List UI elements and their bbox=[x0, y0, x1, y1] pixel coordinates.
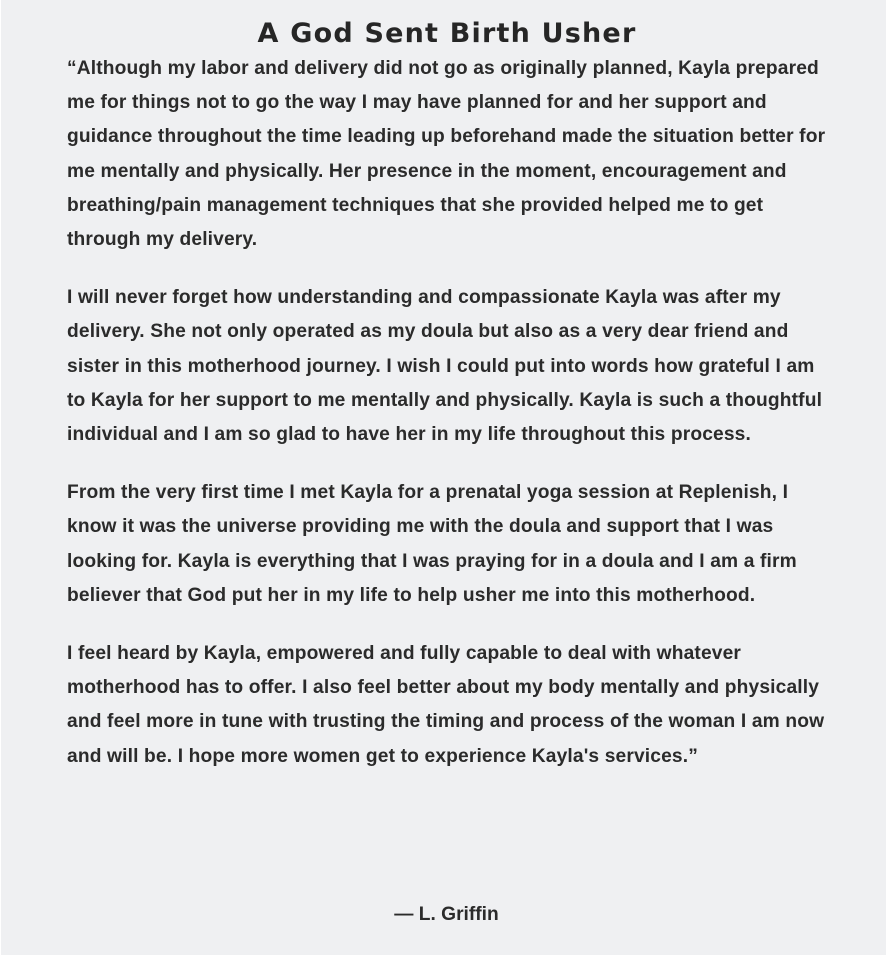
quote-paragraph: I will never forget how understanding and compassionate Kayla was after my delivery. She not only operated as my doula but also as a very dear friend and sister in this motherhood journey. I wish I could put into words how grateful I am to Kayla for her support to me mentally and physically. Kayla is such a thoughtful individual and I am so glad to have her in my life throughout this process. bbox=[67, 287, 823, 446]
quote-paragraph: I feel heard by Kayla, empowered and fully capable to deal with whatever motherhood has to offer. I also feel better about my body mentally and physically and feel more in tune with trusting the timing and process of the woman I am now and will be. I hope more women get to experience Kayla's services.” bbox=[67, 643, 825, 767]
testimonial-card bbox=[1, 0, 886, 955]
quote-paragraph: “Although my labor and delivery did not go as originally planned, Kayla prepared me for things not to go the way I may have planned for and her support and guidance throughout the time leading up beforehand made the situation better for me mentally and physically. Her presence in the moment, encouragement and breathing/pain management techniques that she provided helped me to get through my delivery. bbox=[67, 58, 826, 251]
testimonial-author: — L. Griffin bbox=[394, 904, 499, 925]
quote-paragraph: From the very first time I met Kayla for a prenatal yoga session at Replenish, I know it was the universe providing me with the doula and support that I was looking for. Kayla is everything that I was praying for in a doula and I am a firm believer that God put her in my life to help usher me into this motherhood. bbox=[67, 482, 797, 606]
testimonial-title: A God Sent Birth Usher bbox=[257, 18, 637, 49]
testimonial-quote bbox=[67, 52, 837, 798]
